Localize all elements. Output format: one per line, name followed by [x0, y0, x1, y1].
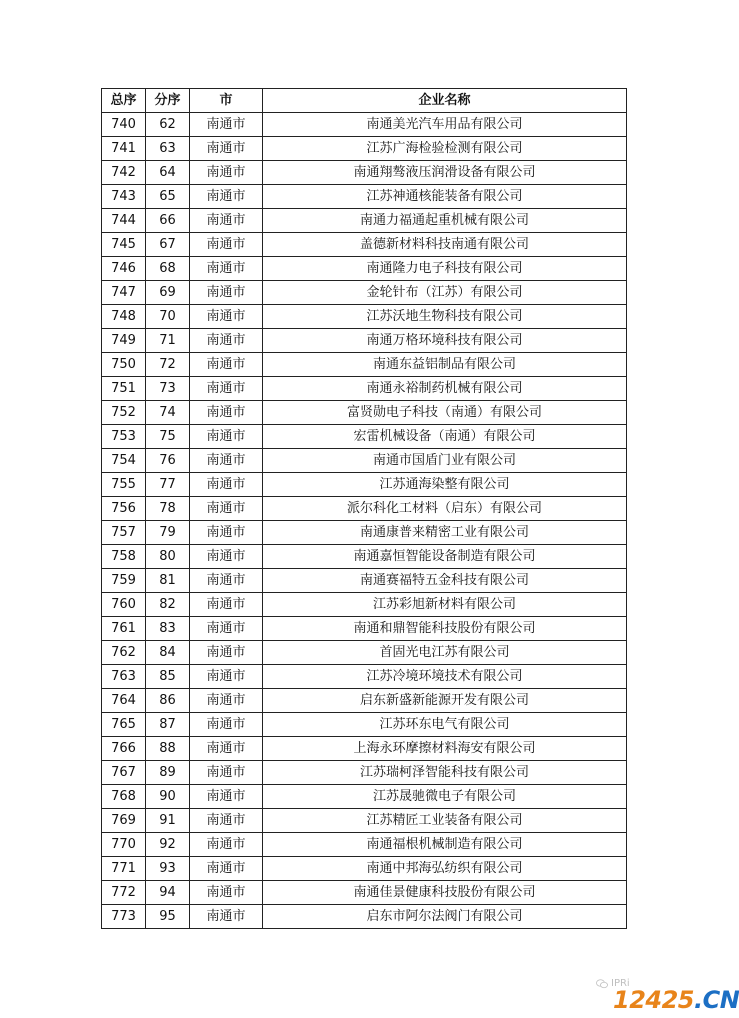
sub-index-cell: 69 — [146, 281, 190, 305]
city-cell: 南通市 — [190, 713, 263, 737]
table-row — [102, 449, 627, 473]
table-body — [102, 113, 627, 929]
total-index-cell: 763 — [102, 665, 146, 689]
table-row — [102, 737, 627, 761]
total-index-cell: 759 — [102, 569, 146, 593]
total-index-cell: 754 — [102, 449, 146, 473]
city-cell: 南通市 — [190, 449, 263, 473]
table-row — [102, 473, 627, 497]
sub-index-cell: 93 — [146, 857, 190, 881]
table-row — [102, 161, 627, 185]
city-cell: 南通市 — [190, 137, 263, 161]
company-name-cell: 南通市国盾门业有限公司 — [263, 449, 627, 473]
company-name-cell: 江苏彩旭新材料有限公司 — [263, 593, 627, 617]
city-cell: 南通市 — [190, 545, 263, 569]
city-cell: 南通市 — [190, 905, 263, 929]
total-index-cell: 761 — [102, 617, 146, 641]
total-index-cell: 773 — [102, 905, 146, 929]
total-index-cell: 757 — [102, 521, 146, 545]
total-index-cell: 748 — [102, 305, 146, 329]
sub-index-cell: 79 — [146, 521, 190, 545]
header-city: 市 — [190, 89, 263, 113]
total-index-cell: 756 — [102, 497, 146, 521]
city-cell: 南通市 — [190, 857, 263, 881]
total-index-cell: 772 — [102, 881, 146, 905]
company-name-cell: 江苏沃地生物科技有限公司 — [263, 305, 627, 329]
city-cell: 南通市 — [190, 353, 263, 377]
total-index-cell: 752 — [102, 401, 146, 425]
sub-index-cell: 95 — [146, 905, 190, 929]
company-name-cell: 宏雷机械设备（南通）有限公司 — [263, 425, 627, 449]
company-name-cell: 派尔科化工材料（启东）有限公司 — [263, 497, 627, 521]
total-index-cell: 758 — [102, 545, 146, 569]
city-cell: 南通市 — [190, 617, 263, 641]
city-cell: 南通市 — [190, 425, 263, 449]
total-index-cell: 743 — [102, 185, 146, 209]
sub-index-cell: 63 — [146, 137, 190, 161]
table-row — [102, 593, 627, 617]
sub-index-cell: 85 — [146, 665, 190, 689]
table-row — [102, 353, 627, 377]
total-index-cell: 767 — [102, 761, 146, 785]
company-name-cell: 金轮针布（江苏）有限公司 — [263, 281, 627, 305]
sub-index-cell: 94 — [146, 881, 190, 905]
city-cell: 南通市 — [190, 521, 263, 545]
watermark-text: IPRi — [611, 978, 630, 989]
city-cell: 南通市 — [190, 281, 263, 305]
city-cell: 南通市 — [190, 665, 263, 689]
company-name-cell: 启东市阿尔法阀门有限公司 — [263, 905, 627, 929]
sub-index-cell: 75 — [146, 425, 190, 449]
company-name-cell: 南通隆力电子科技有限公司 — [263, 257, 627, 281]
company-name-cell: 盖德新材料科技南通有限公司 — [263, 233, 627, 257]
sub-index-cell: 81 — [146, 569, 190, 593]
sub-index-cell: 66 — [146, 209, 190, 233]
company-name-cell: 南通佳景健康科技股份有限公司 — [263, 881, 627, 905]
table-row — [102, 233, 627, 257]
total-index-cell: 765 — [102, 713, 146, 737]
header-company-name: 企业名称 — [263, 89, 627, 113]
city-cell: 南通市 — [190, 569, 263, 593]
sub-index-cell: 68 — [146, 257, 190, 281]
city-cell: 南通市 — [190, 689, 263, 713]
table-row — [102, 545, 627, 569]
company-name-cell: 南通中邦海弘纺织有限公司 — [263, 857, 627, 881]
table-row — [102, 689, 627, 713]
sub-index-cell: 86 — [146, 689, 190, 713]
sub-index-cell: 77 — [146, 473, 190, 497]
city-cell: 南通市 — [190, 641, 263, 665]
city-cell: 南通市 — [190, 113, 263, 137]
table-row — [102, 377, 627, 401]
table-row — [102, 761, 627, 785]
table-header-row — [102, 89, 627, 113]
sub-index-cell: 88 — [146, 737, 190, 761]
company-name-cell: 江苏通海染整有限公司 — [263, 473, 627, 497]
total-index-cell: 753 — [102, 425, 146, 449]
sub-index-cell: 87 — [146, 713, 190, 737]
total-index-cell: 751 — [102, 377, 146, 401]
city-cell: 南通市 — [190, 497, 263, 521]
company-name-cell: 南通福根机械制造有限公司 — [263, 833, 627, 857]
site-logo — [613, 987, 739, 1013]
total-index-cell: 750 — [102, 353, 146, 377]
sub-index-cell: 84 — [146, 641, 190, 665]
total-index-cell: 770 — [102, 833, 146, 857]
company-name-cell: 南通嘉恒智能设备制造有限公司 — [263, 545, 627, 569]
sub-index-cell: 67 — [146, 233, 190, 257]
city-cell: 南通市 — [190, 161, 263, 185]
company-name-cell: 江苏环东电气有限公司 — [263, 713, 627, 737]
sub-index-cell: 64 — [146, 161, 190, 185]
table-row — [102, 905, 627, 929]
city-cell: 南通市 — [190, 593, 263, 617]
table-row — [102, 257, 627, 281]
table-row — [102, 185, 627, 209]
table-row — [102, 497, 627, 521]
table-row — [102, 569, 627, 593]
city-cell: 南通市 — [190, 257, 263, 281]
table-row — [102, 113, 627, 137]
company-name-cell: 江苏神通核能装备有限公司 — [263, 185, 627, 209]
city-cell: 南通市 — [190, 329, 263, 353]
city-cell: 南通市 — [190, 785, 263, 809]
city-cell: 南通市 — [190, 761, 263, 785]
table-row — [102, 521, 627, 545]
table-row — [102, 809, 627, 833]
company-name-cell: 南通翔骜液压润滑设备有限公司 — [263, 161, 627, 185]
total-index-cell: 755 — [102, 473, 146, 497]
total-index-cell: 771 — [102, 857, 146, 881]
total-index-cell: 768 — [102, 785, 146, 809]
table-row — [102, 833, 627, 857]
company-name-cell: 南通永裕制药机械有限公司 — [263, 377, 627, 401]
total-index-cell: 747 — [102, 281, 146, 305]
total-index-cell: 769 — [102, 809, 146, 833]
total-index-cell: 740 — [102, 113, 146, 137]
company-name-cell: 江苏瑞柯泽智能科技有限公司 — [263, 761, 627, 785]
sub-index-cell: 83 — [146, 617, 190, 641]
table-row — [102, 137, 627, 161]
total-index-cell: 742 — [102, 161, 146, 185]
company-name-cell: 南通万格环境科技有限公司 — [263, 329, 627, 353]
table-row — [102, 641, 627, 665]
sub-index-cell: 62 — [146, 113, 190, 137]
company-name-cell: 南通东益铝制品有限公司 — [263, 353, 627, 377]
sub-index-cell: 78 — [146, 497, 190, 521]
site-logo-tld: .CN — [694, 986, 739, 1014]
total-index-cell: 744 — [102, 209, 146, 233]
header-sub-index: 分序 — [146, 89, 190, 113]
total-index-cell: 766 — [102, 737, 146, 761]
table-row — [102, 785, 627, 809]
city-cell: 南通市 — [190, 881, 263, 905]
sub-index-cell: 80 — [146, 545, 190, 569]
company-name-cell: 南通康普来精密工业有限公司 — [263, 521, 627, 545]
sub-index-cell: 82 — [146, 593, 190, 617]
sub-index-cell: 90 — [146, 785, 190, 809]
company-name-cell: 江苏晟驰微电子有限公司 — [263, 785, 627, 809]
company-name-cell: 江苏精匠工业装备有限公司 — [263, 809, 627, 833]
sub-index-cell: 65 — [146, 185, 190, 209]
total-index-cell: 762 — [102, 641, 146, 665]
company-name-cell: 上海永环摩擦材料海安有限公司 — [263, 737, 627, 761]
sub-index-cell: 91 — [146, 809, 190, 833]
sub-index-cell: 76 — [146, 449, 190, 473]
table-row — [102, 401, 627, 425]
city-cell: 南通市 — [190, 185, 263, 209]
city-cell: 南通市 — [190, 377, 263, 401]
table-row — [102, 209, 627, 233]
total-index-cell: 745 — [102, 233, 146, 257]
company-name-cell: 江苏广海检验检测有限公司 — [263, 137, 627, 161]
total-index-cell: 746 — [102, 257, 146, 281]
company-name-cell: 南通美光汽车用品有限公司 — [263, 113, 627, 137]
table-row — [102, 305, 627, 329]
sub-index-cell: 92 — [146, 833, 190, 857]
table-row — [102, 881, 627, 905]
total-index-cell: 760 — [102, 593, 146, 617]
city-cell: 南通市 — [190, 401, 263, 425]
total-index-cell: 764 — [102, 689, 146, 713]
company-name-cell: 首固光电江苏有限公司 — [263, 641, 627, 665]
table-row — [102, 713, 627, 737]
table-row — [102, 329, 627, 353]
sub-index-cell: 71 — [146, 329, 190, 353]
site-logo-number: 12425 — [613, 986, 694, 1014]
city-cell: 南通市 — [190, 305, 263, 329]
company-name-cell: 南通和鼎智能科技股份有限公司 — [263, 617, 627, 641]
city-cell: 南通市 — [190, 233, 263, 257]
table-row — [102, 665, 627, 689]
enterprise-table — [101, 88, 627, 929]
sub-index-cell: 72 — [146, 353, 190, 377]
header-total-index: 总序 — [102, 89, 146, 113]
company-name-cell: 启东新盛新能源开发有限公司 — [263, 689, 627, 713]
city-cell: 南通市 — [190, 737, 263, 761]
table-row — [102, 281, 627, 305]
total-index-cell: 749 — [102, 329, 146, 353]
company-name-cell: 富贤勋电子科技（南通）有限公司 — [263, 401, 627, 425]
company-name-cell: 江苏冷境环境技术有限公司 — [263, 665, 627, 689]
company-name-cell: 南通赛福特五金科技有限公司 — [263, 569, 627, 593]
total-index-cell: 741 — [102, 137, 146, 161]
sub-index-cell: 73 — [146, 377, 190, 401]
city-cell: 南通市 — [190, 833, 263, 857]
table-row — [102, 617, 627, 641]
sub-index-cell: 89 — [146, 761, 190, 785]
sub-index-cell: 70 — [146, 305, 190, 329]
city-cell: 南通市 — [190, 809, 263, 833]
table-row — [102, 857, 627, 881]
city-cell: 南通市 — [190, 209, 263, 233]
table-row — [102, 425, 627, 449]
company-name-cell: 南通力福通起重机械有限公司 — [263, 209, 627, 233]
wechat-icon — [596, 979, 608, 989]
sub-index-cell: 74 — [146, 401, 190, 425]
city-cell: 南通市 — [190, 473, 263, 497]
